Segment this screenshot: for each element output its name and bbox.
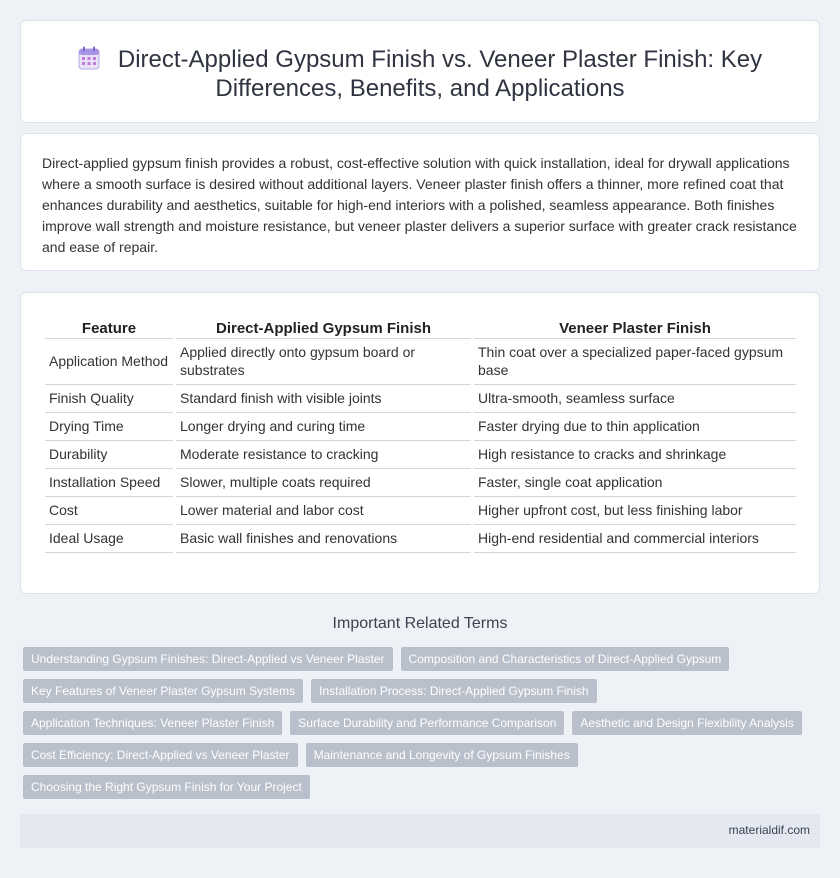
table-row xyxy=(45,525,796,553)
header-feature: Feature xyxy=(45,315,173,339)
table-header-row xyxy=(45,315,796,339)
table-row xyxy=(45,497,796,525)
veneer-plaster-cell: Faster, single coat application xyxy=(474,469,796,497)
page-title xyxy=(21,45,819,103)
table-row xyxy=(45,339,796,385)
feature-cell: Drying Time xyxy=(45,413,173,441)
related-term-tag[interactable]: Aesthetic and Design Flexibility Analysis xyxy=(572,711,801,735)
feature-cell: Finish Quality xyxy=(45,385,173,413)
related-term-tag[interactable]: Cost Efficiency: Direct-Applied vs Veneer Plaster xyxy=(23,743,298,767)
veneer-plaster-cell: Thin coat over a specialized paper-faced gypsum base xyxy=(474,339,796,385)
table-row xyxy=(45,413,796,441)
table-row xyxy=(45,385,796,413)
feature-cell: Cost xyxy=(45,497,173,525)
related-terms-title: Important Related Terms xyxy=(332,615,508,632)
footer xyxy=(20,814,820,848)
veneer-plaster-cell: High-end residential and commercial interiors xyxy=(474,525,796,553)
header-direct-applied: Direct-Applied Gypsum Finish xyxy=(176,315,471,339)
tag-row xyxy=(23,711,813,735)
direct-applied-cell: Slower, multiple coats required xyxy=(176,469,471,497)
veneer-plaster-cell: Higher upfront cost, but less finishing labor xyxy=(474,497,796,525)
feature-cell: Application Method xyxy=(45,339,173,385)
veneer-plaster-cell: Faster drying due to thin application xyxy=(474,413,796,441)
direct-applied-cell: Basic wall finishes and renovations xyxy=(176,525,471,553)
related-term-tag[interactable]: Choosing the Right Gypsum Finish for Your Project xyxy=(23,775,310,799)
feature-cell: Durability xyxy=(45,441,173,469)
table-row xyxy=(45,469,796,497)
direct-applied-cell: Moderate resistance to cracking xyxy=(176,441,471,469)
feature-cell: Installation Speed xyxy=(45,469,173,497)
feature-cell: Ideal Usage xyxy=(45,525,173,553)
intro-paragraph: Direct-applied gypsum finish provides a robust, cost-effective solution with quick installation, ideal for drywall applications where a smooth surface is desired without additional layers. Veneer plaster finish offers a thinner, more refined coat that enhances durability and aesthetics, suitable for high-end interiors with a polished, seamless appearance. Both finishes improve wall strength and moisture resistance, but veneer plaster delivers a superior surface with greater crack resistance and ease of repair. xyxy=(42,155,797,255)
related-term-tag[interactable]: Maintenance and Longevity of Gypsum Finishes xyxy=(306,743,578,767)
related-term-tag[interactable]: Application Techniques: Veneer Plaster Finish xyxy=(23,711,282,735)
comparison-table xyxy=(42,315,799,553)
intro-card xyxy=(20,133,820,271)
related-term-tag[interactable]: Installation Process: Direct-Applied Gypsum Finish xyxy=(311,679,596,703)
header-card xyxy=(20,20,820,123)
direct-applied-cell: Applied directly onto gypsum board or substrates xyxy=(176,339,471,385)
tag-row xyxy=(23,647,813,671)
direct-applied-cell: Longer drying and curing time xyxy=(176,413,471,441)
comparison-card xyxy=(20,292,820,594)
title-line-2: Differences, Benefits, and Applications xyxy=(215,75,625,102)
table-row xyxy=(45,441,796,469)
veneer-plaster-cell: High resistance to cracks and shrinkage xyxy=(474,441,796,469)
related-terms-list xyxy=(23,647,813,807)
veneer-plaster-cell: Ultra-smooth, seamless surface xyxy=(474,385,796,413)
direct-applied-cell: Lower material and labor cost xyxy=(176,497,471,525)
tag-row xyxy=(23,743,813,767)
calendar-icon xyxy=(78,46,100,70)
direct-applied-cell: Standard finish with visible joints xyxy=(176,385,471,413)
footer-site-link[interactable]: materialdif.com xyxy=(728,823,810,837)
title-line-1: Direct-Applied Gypsum Finish vs. Veneer Plaster Finish: Key xyxy=(117,46,763,73)
tag-row xyxy=(23,775,813,799)
tag-row xyxy=(23,679,813,703)
related-term-tag[interactable]: Key Features of Veneer Plaster Gypsum Systems xyxy=(23,679,303,703)
related-term-tag[interactable]: Surface Durability and Performance Comparison xyxy=(290,711,564,735)
related-term-tag[interactable]: Understanding Gypsum Finishes: Direct-Applied vs Veneer Plaster xyxy=(23,647,393,671)
header-veneer-plaster: Veneer Plaster Finish xyxy=(474,315,796,339)
related-term-tag[interactable]: Composition and Characteristics of Direct-Applied Gypsum xyxy=(401,647,730,671)
